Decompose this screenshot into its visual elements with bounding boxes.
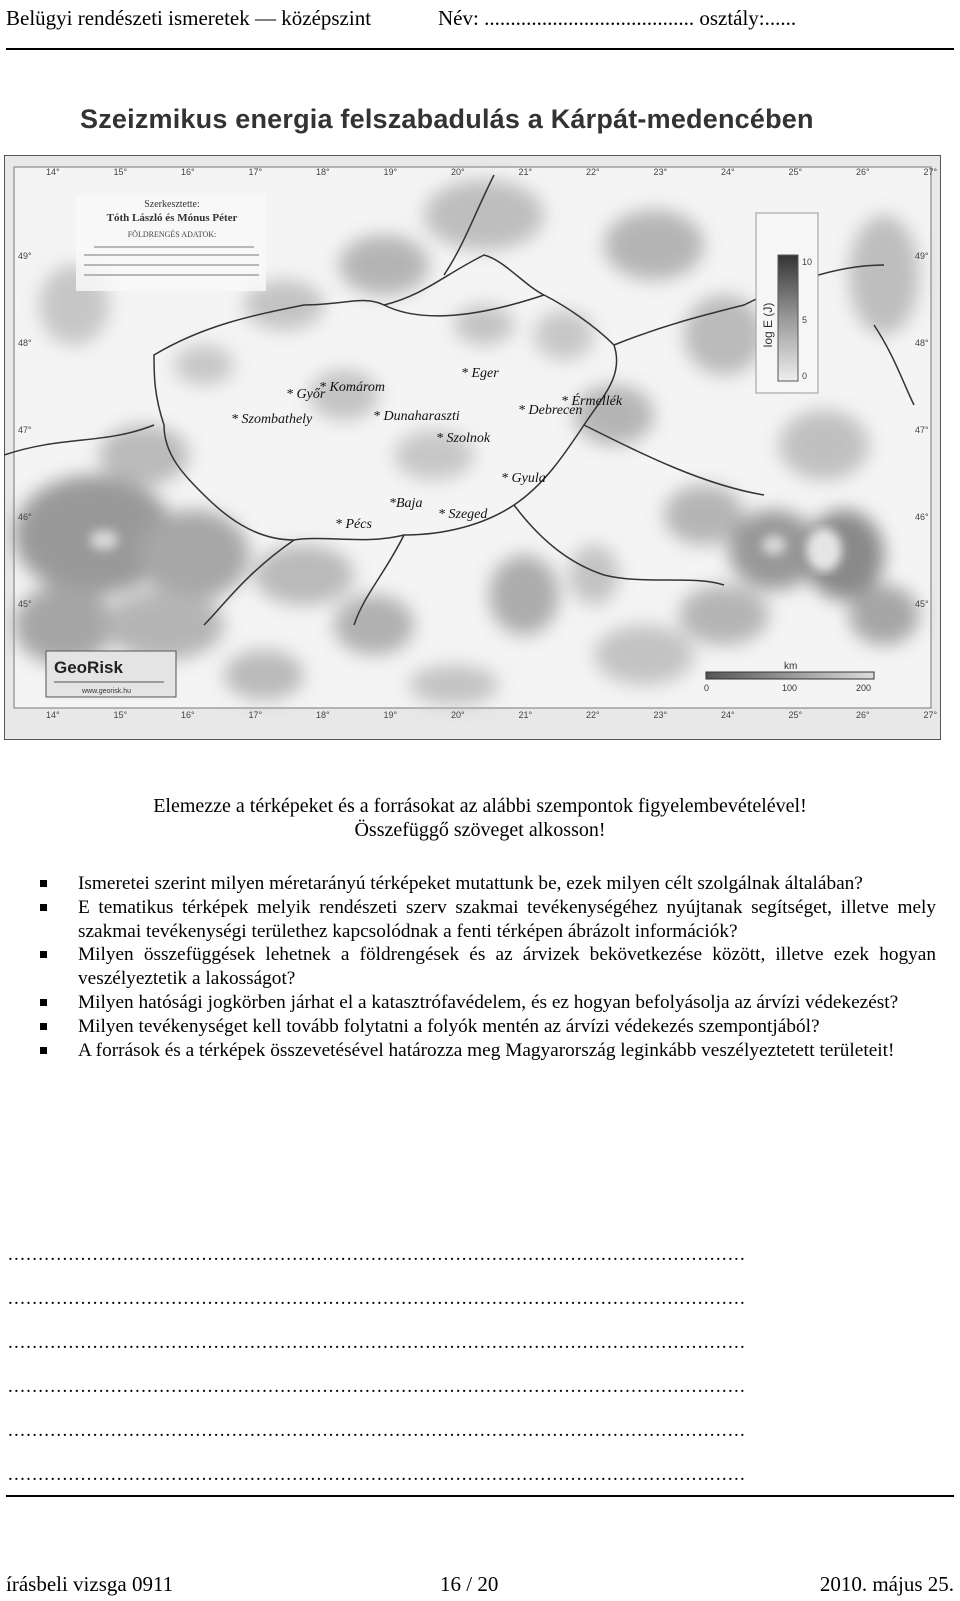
logo-url: www.georisk.hu [82, 688, 132, 695]
longitude-label-bottom: 18° [316, 710, 330, 720]
seismic-map [4, 155, 941, 740]
latitude-label-right: 46° [915, 512, 929, 522]
instruction-line-1: Elemezze a térképeket és a forrásokat az alábbi szempontok figyelembevételével! [153, 795, 807, 817]
city-gyula: * Gyula [501, 471, 546, 486]
footer-exam-code: írásbeli vizsga 0911 [6, 1572, 174, 1596]
city-dunaharaszti: * Dunaharaszti [373, 409, 460, 424]
header-title: Belügyi rendészeti ismeretek — középszint [6, 6, 372, 30]
city-szeged: * Szeged [438, 507, 488, 522]
latitude-label-right: 48° [915, 338, 929, 348]
scale-tick-0: 0 [704, 683, 710, 693]
longitude-label-top: 26° [856, 167, 870, 177]
footer-date: 2010. május 25. [819, 1572, 954, 1596]
header-rule [6, 48, 954, 50]
map-credit-names: Tóth László és Mónus Péter [106, 212, 238, 224]
longitude-label-top: 25° [788, 167, 803, 177]
latitude-label-left: 49° [18, 251, 32, 261]
city-eger: * Eger [461, 366, 499, 381]
longitude-label-bottom: 21° [518, 710, 533, 720]
question-item: Milyen hatósági jogkörben járhat el a katasztrófavédelem, és ez hogyan befolyásolja az árvízi védekezést? [40, 991, 936, 1015]
city-szolnok: * Szolnok [436, 431, 491, 446]
longitude-label-bottom: 19° [383, 710, 398, 720]
longitude-label-bottom: 15° [113, 710, 128, 720]
question-item: Ismeretei szerint milyen méretarányú térképeket mutattunk be, ezek milyen célt szolgálnak általában? [40, 872, 936, 896]
longitude-label-top: 20° [451, 167, 465, 177]
longitude-label-top: 21° [518, 167, 533, 177]
answer-line[interactable]: .......................................................................................................................... [8, 1332, 747, 1353]
city-baja: *Baja [389, 496, 423, 511]
longitude-label-bottom: 16° [181, 710, 195, 720]
city-szombathely: * Szombathely [231, 412, 313, 427]
instruction-line-2: Összefüggő szöveget alkosson! [354, 819, 606, 841]
longitude-label-top: 27° [923, 167, 938, 177]
answer-line[interactable]: .......................................................................................................................... [8, 1288, 747, 1309]
legend-tick-0: 0 [802, 371, 808, 381]
question-item: E tematikus térképek melyik rendészeti szerv szakmai tevékenységéhez nyújtanak segítséget, illetve mely szakmai tevékenységi területhez kapcsolódnak a fenti térképen ábrázolt információk? [40, 896, 936, 944]
latitude-label-right: 49° [915, 251, 929, 261]
longitude-label-top: 14° [46, 167, 60, 177]
longitude-label-bottom: 22° [586, 710, 600, 720]
longitude-label-top: 17° [248, 167, 263, 177]
question-item: Milyen tevékenységet kell tovább folytatni a folyók mentén az árvízi védekezés szempontjából? [40, 1015, 936, 1039]
longitude-label-top: 19° [383, 167, 398, 177]
answer-line[interactable]: .......................................................................................................................... [8, 1420, 747, 1441]
latitude-label-left: 48° [18, 338, 32, 348]
scale-tick-100: 100 [782, 683, 798, 693]
scale-tick-200: 200 [856, 683, 872, 693]
legend-tick-5: 5 [802, 315, 808, 325]
longitude-label-bottom: 17° [248, 710, 263, 720]
latitude-label-right: 45° [915, 599, 929, 609]
longitude-label-bottom: 25° [788, 710, 803, 720]
scale-bar [706, 672, 874, 679]
city-pecs: * Pécs [335, 517, 372, 532]
latitude-label-left: 45° [18, 599, 32, 609]
scale-unit: km [784, 661, 798, 672]
map-credit-label: Szerkesztette: [144, 199, 200, 210]
map-title: Szeizmikus energia felszabadulás a Kárpát-medencében [80, 104, 814, 134]
name-class-field: Név: ........................................ osztály:...... [438, 6, 797, 30]
question-item: Milyen összefüggések lehetnek a földrengések és az árvizek bekövetkezése között, illetve ezek hogyan veszélyeztetik a lakosságot? [40, 943, 936, 991]
answer-line[interactable]: .......................................................................................................................... [8, 1244, 747, 1265]
answer-line[interactable]: .......................................................................................................................... [8, 1464, 747, 1485]
answer-line[interactable]: .......................................................................................................................... [8, 1376, 747, 1397]
latitude-label-right: 47° [915, 425, 929, 435]
city-debrecen: * Debrecen [518, 403, 583, 418]
answer-lines [8, 1240, 938, 1504]
legend-label: log E (J) [761, 302, 775, 348]
latitude-label-left: 47° [18, 425, 32, 435]
longitude-label-top: 15° [113, 167, 128, 177]
longitude-label-bottom: 26° [856, 710, 870, 720]
legend-color-bar [778, 255, 798, 381]
longitude-label-top: 18° [316, 167, 330, 177]
longitude-label-top: 16° [181, 167, 195, 177]
longitude-label-bottom: 24° [721, 710, 735, 720]
page-footer [0, 1495, 960, 1595]
question-item: A források és a térképek összevetésével határozza meg Magyarország leginkább veszélyeztetett területeit! [40, 1039, 936, 1063]
map-source-head: FÖLDRENGÉS ADATOK: [127, 230, 217, 239]
footer-page-number: 16 / 20 [440, 1572, 499, 1596]
city-ermellek: * Érmellék [561, 394, 623, 409]
city-komarom: * Komárom [319, 380, 385, 395]
longitude-label-bottom: 14° [46, 710, 60, 720]
logo-text: GeoRisk [54, 658, 123, 677]
city-gyor: * Győr [286, 387, 326, 402]
longitude-label-bottom: 20° [451, 710, 465, 720]
question-list [40, 872, 936, 1062]
footer-rule [6, 1495, 954, 1497]
longitude-label-top: 23° [653, 167, 668, 177]
longitude-label-bottom: 23° [653, 710, 668, 720]
longitude-label-bottom: 27° [923, 710, 938, 720]
page-header [0, 0, 960, 50]
longitude-label-top: 24° [721, 167, 735, 177]
latitude-label-left: 46° [18, 512, 32, 522]
longitude-label-top: 22° [586, 167, 600, 177]
legend-tick-10: 10 [802, 257, 813, 267]
